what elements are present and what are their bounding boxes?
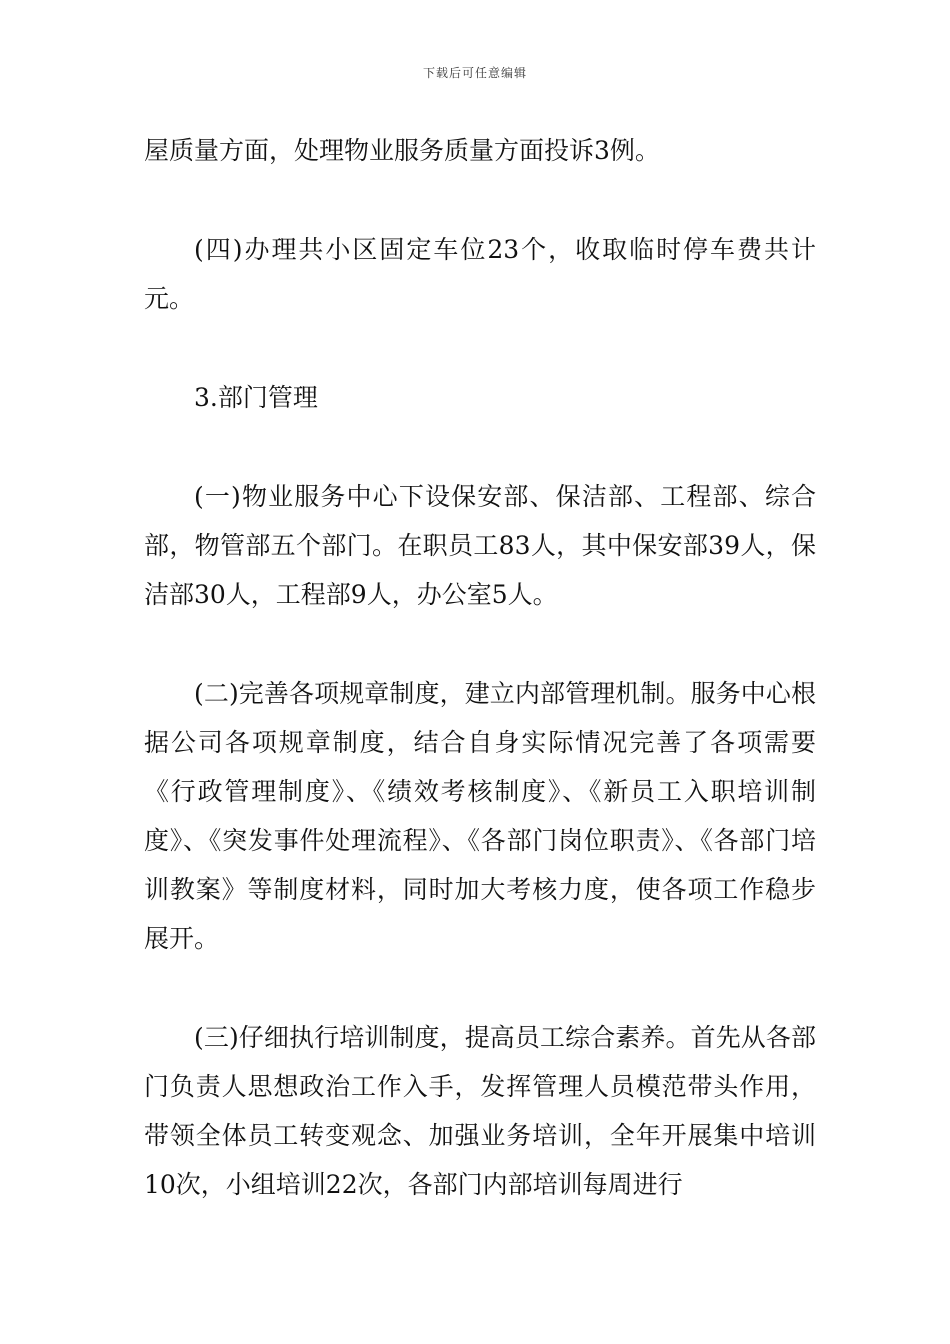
section-heading-department-management: 3.部门管理	[194, 383, 318, 412]
paragraph-departments: (一)物业服务中心下设保安部、保洁部、工程部、综合部，物管部五个部门。在职员工83人，其中保安部39人，保洁部30人，工程部9人，办公室5人。	[144, 482, 816, 609]
paragraph-training: (三)仔细执行培训制度，提高员工综合素养。首先从各部门负责人思想政治工作入手，发挥管理人员模范带头作用，带领全体员工转变观念、加强业务培训，全年开展集中培训10次，小组培训22次，各部门内部培训每周进行	[144, 1023, 816, 1199]
paragraph-continuation: 屋质量方面，处理物业服务质量方面投诉3例。	[144, 136, 660, 165]
document-body	[144, 126, 816, 1259]
header-note: 下载后可任意编辑	[422, 66, 527, 80]
paragraph-regulations: (二)完善各项规章制度，建立内部管理机制。服务中心根据公司各项规章制度，结合自身实际情况完善了各项需要《行政管理制度》、《绩效考核制度》、《新员工入职培训制度》、《突发事件处理流程》、《各部门岗位职责》、《各部门培训教案》等制度材料，同时加大考核力度，使各项工作稳步展开。	[144, 679, 816, 953]
paragraph-parking: (四)办理共小区固定车位23个，收取临时停车费共计元。	[144, 235, 816, 313]
